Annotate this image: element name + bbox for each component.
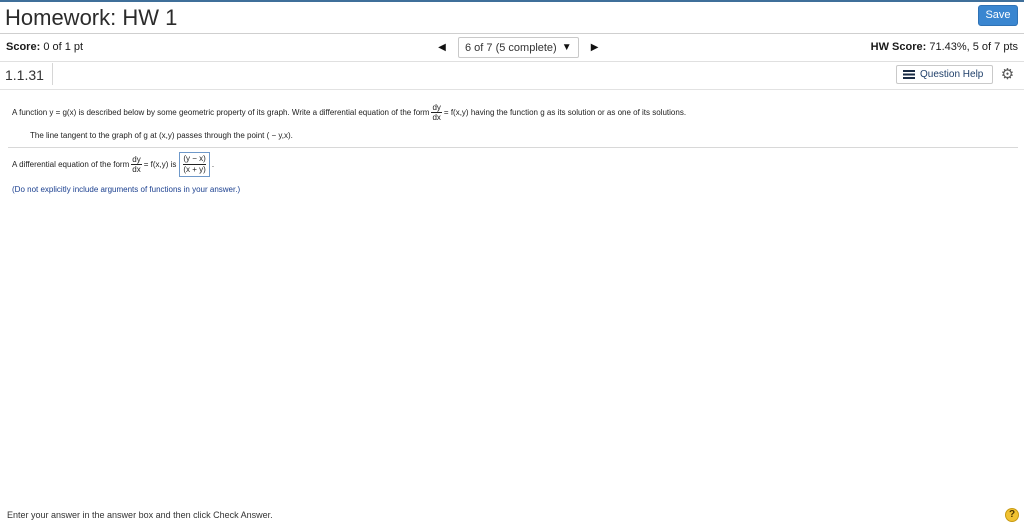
top-accent-line — [0, 0, 1024, 2]
divider — [52, 63, 53, 85]
list-icon — [903, 70, 915, 79]
chevron-down-icon: ▼ — [561, 42, 572, 53]
page-title: Homework: HW 1 — [5, 5, 178, 30]
divider — [0, 89, 1024, 90]
score-display — [6, 41, 83, 53]
geometric-property: The line tangent to the graph of g at (x,y) passes through the point ( − y,x). — [30, 131, 293, 140]
answer-input-box[interactable] — [179, 152, 209, 177]
divider — [0, 61, 1024, 62]
question-help-label: Question Help — [920, 69, 984, 80]
save-button[interactable]: Save — [978, 5, 1018, 26]
score-label: Score: — [6, 41, 41, 53]
question-selector-label: 6 of 7 (5 complete) — [465, 41, 557, 54]
help-icon[interactable]: ? — [1005, 508, 1019, 522]
question-text — [12, 103, 686, 122]
period: . — [211, 160, 215, 169]
score-value: 0 of 1 pt — [43, 41, 84, 53]
derivative-fraction — [431, 103, 441, 122]
question-navigator — [432, 37, 605, 58]
hw-score-value: 71.43%, 5 of 7 pts — [929, 41, 1018, 53]
answer-text-before: A differential equation of the form — [12, 160, 130, 169]
next-question-icon[interactable]: ▶ — [590, 42, 599, 53]
gear-icon[interactable]: ⚙ — [1000, 66, 1015, 83]
answer-denominator: (x + y) — [183, 165, 206, 174]
fraction-numerator: dy — [132, 155, 141, 164]
fraction-denominator: dx — [432, 113, 441, 122]
question-help-button[interactable] — [896, 65, 993, 84]
hw-score-label: HW Score: — [870, 41, 927, 53]
prev-question-icon[interactable]: ◀ — [438, 42, 446, 53]
question-selector[interactable] — [458, 37, 579, 58]
fraction-numerator: dy — [432, 103, 441, 112]
question-text-after: = f(x,y) having the function g as its solution or as one of its solutions. — [443, 108, 687, 117]
derivative-fraction — [131, 155, 141, 174]
hw-score-display — [871, 41, 1018, 53]
answer-numerator: (y − x) — [183, 154, 206, 163]
divider — [8, 147, 1018, 148]
divider — [0, 33, 1024, 34]
question-number: 1.1.31 — [5, 67, 44, 83]
answer-statement — [12, 152, 214, 177]
answer-text-mid: = f(x,y) is — [143, 160, 177, 169]
fraction-denominator: dx — [132, 165, 141, 174]
answer-note: (Do not explicitly include arguments of functions in your answer.) — [12, 185, 241, 194]
question-text-before: A function y = g(x) is described below by some geometric property of its graph. Write a differential equation of the form — [12, 108, 430, 117]
footer-instruction: Enter your answer in the answer box and then click Check Answer. — [7, 510, 273, 520]
